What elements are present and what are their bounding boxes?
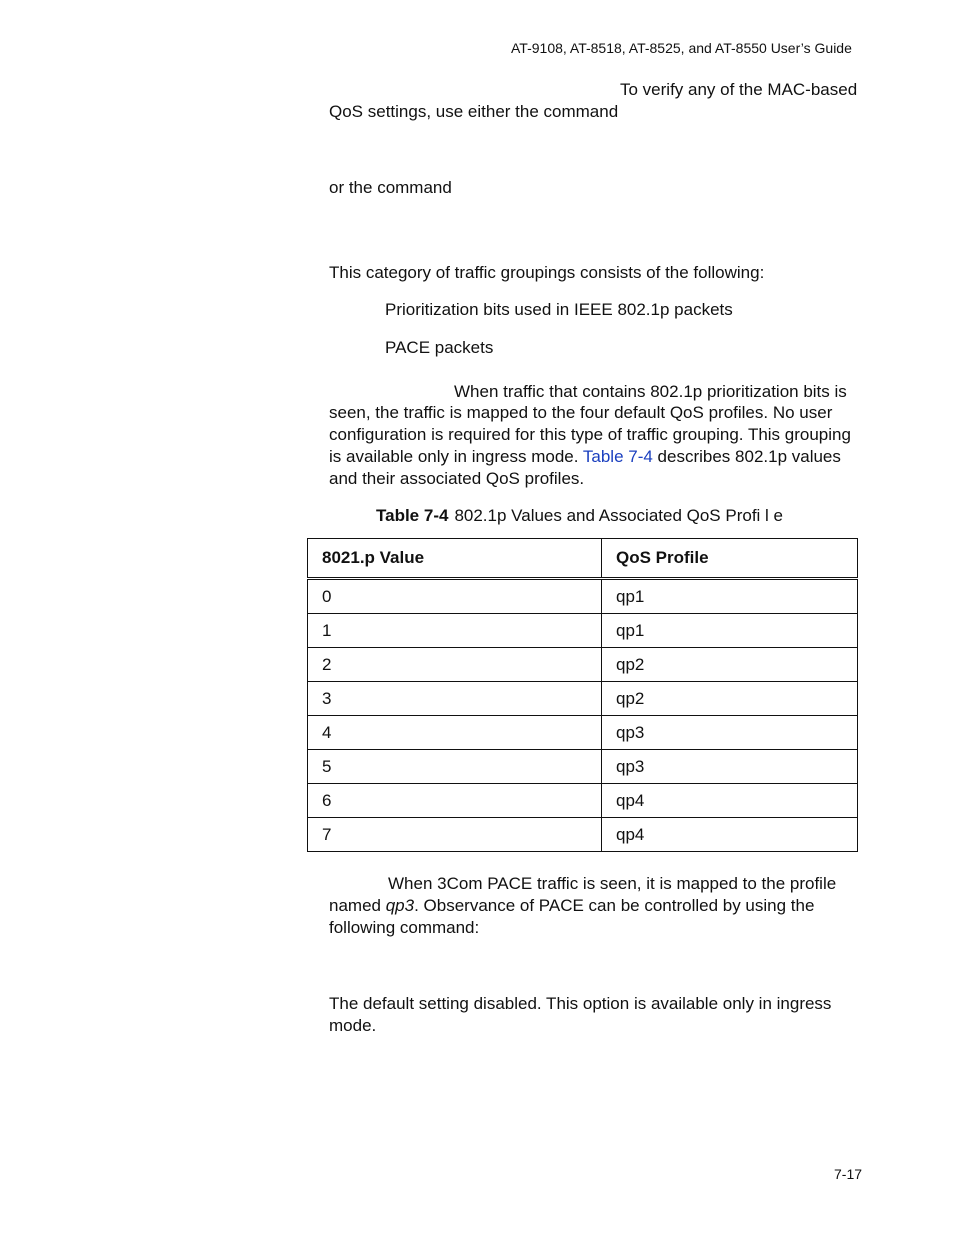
- default-setting-note: The default setting disabled. This option is available only in ingress mode.: [329, 994, 832, 1035]
- table-cell-value: 3: [308, 682, 602, 716]
- table-caption-label: Table 7-4: [376, 506, 449, 525]
- category-item-1: Prioritization bits used in IEEE 802.1p packets: [385, 300, 733, 319]
- table-caption: [376, 505, 783, 527]
- profile-name-qp3: qp3: [385, 896, 415, 915]
- p8021-line-1: When traffic that contains 802.1p prioritization bits is: [454, 382, 847, 401]
- pace-line-1: When 3Com PACE traffic is seen, it is mapped to the profile: [388, 874, 837, 893]
- table-cell-value: 1: [308, 614, 602, 648]
- category-item-2: PACE packets: [385, 338, 494, 357]
- table-cell-profile: qp4: [602, 818, 858, 852]
- table-cell-profile: qp3: [602, 750, 858, 784]
- running-header: AT-9108, AT-8518, AT-8525, and AT-8550 User’s Guide: [511, 40, 852, 56]
- pace-line-2-suffix: . Observance of PACE can be controlled by using the: [414, 896, 815, 915]
- table-cell-profile: qp1: [602, 579, 858, 614]
- table-cell-profile: qp4: [602, 784, 858, 818]
- p8021-paragraph: [329, 402, 864, 490]
- table-row: [308, 648, 858, 682]
- pace-line-3: following command:: [329, 918, 480, 937]
- column-header-profile: QoS Profile: [602, 539, 858, 579]
- table-row: [308, 750, 858, 784]
- table-cell-profile: qp2: [602, 682, 858, 716]
- table-row: [308, 579, 858, 614]
- table-caption-text: 802.1p Values and Associated QoS Profi l e: [454, 506, 783, 525]
- table-row: [308, 716, 858, 750]
- table-cell-profile: qp2: [602, 648, 858, 682]
- qos-profile-table: [307, 538, 858, 852]
- pace-line-2: [329, 895, 814, 917]
- table-cell-value: 0: [308, 579, 602, 614]
- table-7-4-link[interactable]: Table 7-4: [582, 447, 653, 466]
- pace-line-2-prefix: named: [329, 896, 386, 915]
- table-cell-value: 6: [308, 784, 602, 818]
- table-row: [308, 682, 858, 716]
- table-cell-value: 5: [308, 750, 602, 784]
- p8021-text-after-link: describes 802.1p values and their associated QoS profiles.: [329, 447, 841, 488]
- table-cell-value: 7: [308, 818, 602, 852]
- page-number: 7-17: [834, 1166, 863, 1182]
- table-row: [308, 784, 858, 818]
- intro-or-command: or the command: [329, 178, 452, 197]
- table-cell-value: 2: [308, 648, 602, 682]
- intro-line-1: To verify any of the MAC-based: [620, 80, 858, 99]
- category-intro: This category of traffic groupings consists of the following:: [329, 263, 765, 282]
- table-cell-value: 4: [308, 716, 602, 750]
- intro-line-2: QoS settings, use either the command: [329, 102, 619, 121]
- table-row: [308, 818, 858, 852]
- table-row: [308, 614, 858, 648]
- column-header-value: 8021.p Value: [308, 539, 602, 579]
- table-cell-profile: qp3: [602, 716, 858, 750]
- table-header-row: [308, 539, 858, 579]
- table-cell-profile: qp1: [602, 614, 858, 648]
- p8021-text-before-link: seen, the traffic is mapped to the four default QoS profiles. No user configuration is required for this type of traffic grouping. This grouping is available only in ingress mode.: [329, 403, 851, 466]
